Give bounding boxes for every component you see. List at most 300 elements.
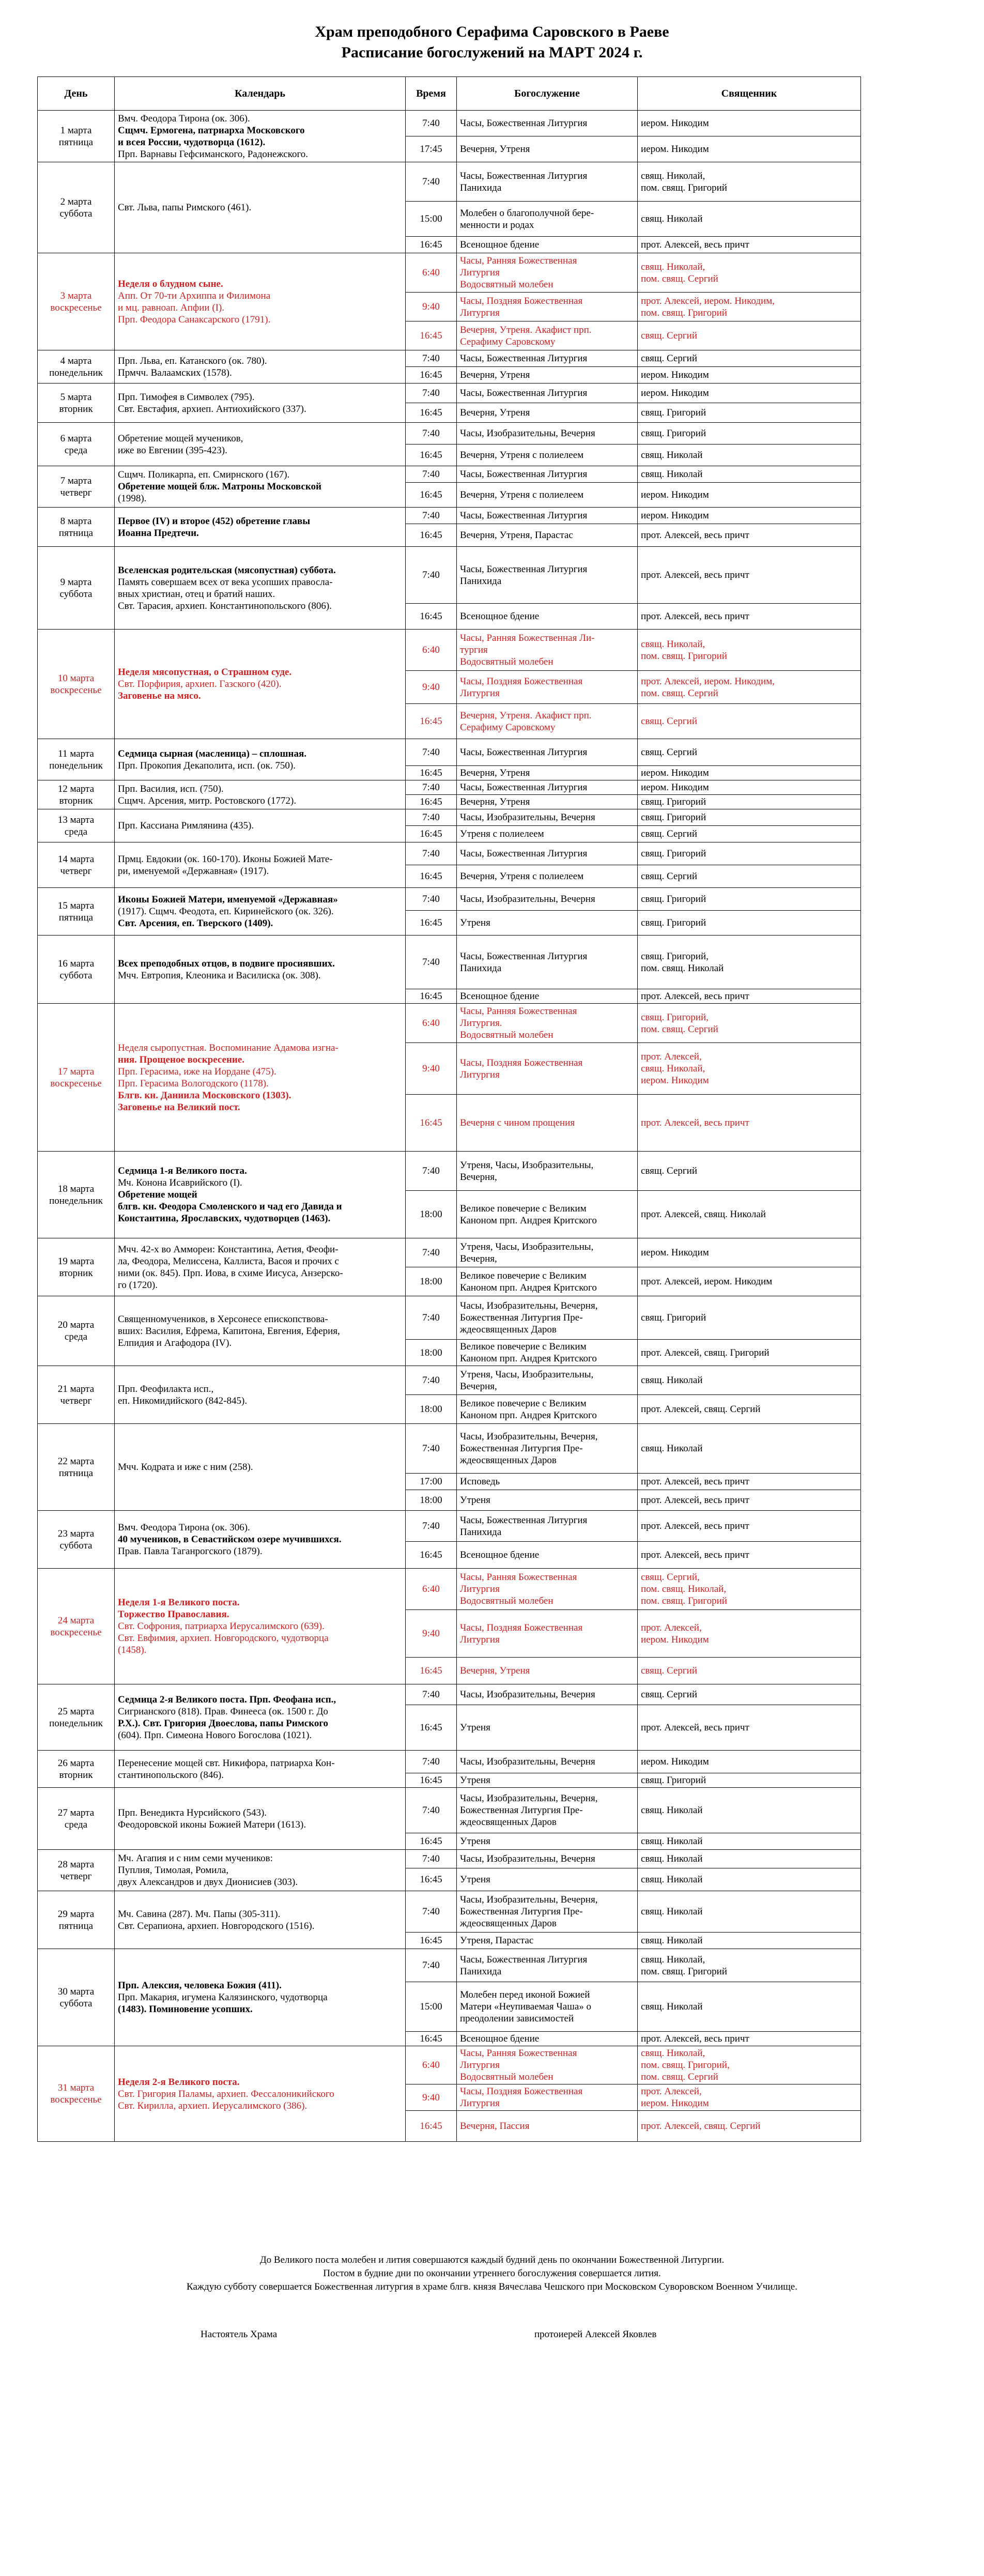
service-line: Матери «Неупиваемая Чаша» о: [460, 2001, 592, 2012]
day-cell: [38, 547, 115, 630]
service-line: менности и родах: [460, 219, 534, 231]
priest-cell: [638, 1933, 861, 1949]
table-row: [38, 1296, 861, 1340]
service-cell: [457, 1949, 638, 1982]
day-date-line: суббота: [59, 1540, 93, 1551]
priest-line: свящ. Николай: [641, 2001, 703, 2012]
service-line: Утреня: [460, 1775, 490, 1786]
priest-cell: [638, 1095, 861, 1152]
priest-line: иером. Никодим: [641, 1634, 709, 1645]
priest-line: пом. свящ. Сергий: [641, 1023, 718, 1035]
priest-cell: [638, 1705, 861, 1751]
service-cell: [457, 1610, 638, 1658]
calendar-line: Мч. Конона Исаврийского (I).: [118, 1177, 242, 1188]
priest-cell: [638, 1490, 861, 1511]
calendar-cell: [115, 630, 406, 739]
priest-line: пом. свящ. Григорий: [641, 650, 727, 662]
service-cell: [457, 795, 638, 809]
priest-cell: [638, 911, 861, 936]
service-line: Вечерня,: [460, 1171, 497, 1183]
service-line: Утреня, Часы, Изобразительны,: [460, 1241, 594, 1252]
day-cell: [38, 1424, 115, 1511]
time-cell: 16:45: [406, 1833, 457, 1850]
priest-line: прот. Алексей, весь причт: [641, 239, 749, 250]
service-line: Божественная Литургия Пре-: [460, 1805, 583, 1816]
day-date-line: 25 марта: [57, 1706, 95, 1717]
calendar-cell: [115, 423, 406, 466]
time-cell: 7:40: [406, 936, 457, 989]
service-cell: [457, 1340, 638, 1366]
service-line: Часы, Божественная Литургия: [460, 848, 588, 859]
day-date-line: четверг: [60, 1870, 92, 1882]
calendar-line: и всея России, чудотворца (1612).: [118, 136, 266, 148]
time-cell: 16:45: [406, 2111, 457, 2142]
time-cell: 16:45: [406, 237, 457, 253]
calendar-cell: [115, 1751, 406, 1788]
priest-line: прот. Алексей, весь причт: [641, 1550, 749, 1560]
table-row: [38, 1238, 861, 1267]
service-cell: [457, 1511, 638, 1542]
calendar-cell: [115, 508, 406, 547]
calendar-line: Мчч. 42-х во Аммореи: Константина, Аетия, Феофи-: [118, 1244, 339, 1255]
time-cell: 16:45: [406, 865, 457, 888]
service-cell: [457, 508, 638, 524]
priest-cell: [638, 1043, 861, 1095]
day-date-line: 13 марта: [57, 814, 95, 825]
day-date-line: среда: [64, 1819, 88, 1830]
day-cell: [38, 1569, 115, 1684]
service-line: Утреня: [460, 1722, 490, 1733]
priest-line: пом. свящ. Сергий: [641, 687, 718, 699]
calendar-line: Прп. Тимофея в Символех (795).: [118, 391, 255, 403]
calendar-cell: [115, 888, 406, 936]
service-line: Вечерня, Утреня: [460, 370, 530, 380]
time-cell: 7:40: [406, 1366, 457, 1395]
day-date-line: 3 марта: [60, 290, 92, 301]
day-date-line: 6 марта: [60, 433, 92, 444]
service-line: Литургия: [460, 1634, 500, 1645]
service-line: Панихида: [460, 182, 502, 193]
service-line: Часы, Поздняя Божественная: [460, 676, 583, 687]
service-line: Часы, Изобразительны, Вечерня: [460, 812, 595, 823]
calendar-line: Седмица сырная (масленица) – сплошная.: [118, 748, 307, 759]
day-date-line: 14 марта: [57, 853, 95, 865]
service-cell: [457, 321, 638, 350]
service-line: Водосвятный молебен: [460, 656, 554, 667]
calendar-line: Вмч. Феодора Тирона (ок. 306).: [118, 113, 250, 124]
calendar-cell: [115, 253, 406, 350]
time-cell: 7:40: [406, 466, 457, 483]
service-cell: [457, 989, 638, 1004]
priest-cell: [638, 1833, 861, 1850]
day-date-line: 5 марта: [60, 391, 92, 403]
service-line: Молебен о благополучной бере-: [460, 207, 594, 219]
priest-line: иером. Никодим: [641, 1247, 709, 1258]
service-line: Вечерня, Утреня: [460, 796, 530, 807]
calendar-line: Прп. Макария, игумена Калязинского, чудотворца: [118, 1992, 328, 2003]
service-line: Вечерня,: [460, 1381, 497, 1392]
service-line: Литургия: [460, 267, 500, 278]
day-cell: [38, 1296, 115, 1366]
priest-line: свящ. Григорий: [641, 796, 706, 807]
day-date-line: четверг: [60, 1395, 92, 1406]
day-date-line: 4 марта: [60, 355, 92, 366]
priest-cell: [638, 293, 861, 321]
calendar-line: Мч. Агапия и с ним семи мучеников:: [118, 1853, 273, 1864]
day-date-line: воскресенье: [50, 1078, 102, 1089]
priest-cell: [638, 350, 861, 367]
priest-cell: [638, 809, 861, 826]
calendar-line: Неделя 2-я Великого поста.: [118, 2076, 240, 2088]
priest-cell: [638, 1542, 861, 1569]
day-date-line: воскресенье: [50, 684, 102, 696]
calendar-line: Свт. Евфимия, архиеп. Новгородского, чудотворца: [118, 1633, 329, 1644]
day-date-line: понедельник: [49, 1718, 103, 1729]
calendar-cell: [115, 1004, 406, 1152]
table-row: [38, 1004, 861, 1043]
priest-line: свящ. Николай: [641, 1375, 703, 1386]
day-date-line: пятница: [58, 527, 94, 539]
priest-cell: [638, 671, 861, 704]
priest-line: свящ. Сергий,: [641, 1572, 700, 1583]
service-line: Часы, Ранняя Божественная: [460, 1572, 577, 1583]
col-header-priest: Священник: [638, 77, 861, 111]
priest-line: прот. Алексей, свящ. Григорий: [641, 1347, 770, 1358]
priest-line: прот. Алексей, свящ. Николай: [641, 1209, 766, 1220]
service-line: Молебен перед иконой Божией: [460, 1989, 590, 2000]
time-cell: 6:40: [406, 1004, 457, 1043]
calendar-line: Седмица 2-я Великого поста. Прп. Феофана исп.,: [118, 1694, 336, 1705]
priest-line: пом. свящ. Григорий: [641, 307, 727, 318]
day-date-line: 18 марта: [57, 1183, 95, 1194]
service-cell: [457, 766, 638, 780]
priest-cell: [638, 508, 861, 524]
priest-cell: [638, 2111, 861, 2142]
day-cell: [38, 739, 115, 780]
priest-cell: [638, 2032, 861, 2046]
time-cell: 7:40: [406, 1152, 457, 1191]
day-date-line: 19 марта: [57, 1255, 95, 1267]
calendar-cell: [115, 384, 406, 423]
priest-line: свящ. Сергий: [641, 1689, 697, 1700]
calendar-cell: [115, 1296, 406, 1366]
priest-line: иером. Никодим: [641, 782, 709, 793]
day-cell: [38, 466, 115, 508]
service-line: Литургия: [460, 2098, 500, 2109]
calendar-line: Свт. Льва, папы Римского (461).: [118, 202, 252, 213]
service-line: Часы, Изобразительны, Вечерня,: [460, 1793, 598, 1804]
day-date-line: 12 марта: [57, 783, 95, 794]
priest-cell: [638, 936, 861, 989]
day-date-line: пятница: [58, 136, 94, 148]
time-cell: 7:40: [406, 1684, 457, 1705]
time-cell: 7:40: [406, 1238, 457, 1267]
service-line: Всенощное бдение: [460, 611, 540, 622]
calendar-cell: [115, 1850, 406, 1891]
day-cell: [38, 1511, 115, 1569]
calendar-line: Заговенье на Великий пост.: [118, 1101, 240, 1113]
calendar-line: Неделя сыропустная. Воспоминание Адамова изгна-: [118, 1042, 339, 1053]
calendar-cell: [115, 1511, 406, 1569]
priest-cell: [638, 1610, 861, 1658]
calendar-line: Обретение мощей: [118, 1189, 197, 1200]
footer-note: Каждую субботу совершается Божественная литургия в храме блгв. князя Вячеслава Чешского при Московском Суворовском Военном Училище.: [187, 2281, 797, 2292]
service-cell: [457, 293, 638, 321]
service-line: Вечерня, Утреня. Акафист прп.: [460, 710, 592, 721]
priest-cell: [638, 1296, 861, 1340]
day-date-line: 20 марта: [57, 1320, 95, 1330]
service-line: Часы, Божественная Литургия: [460, 1514, 588, 1526]
time-cell: 16:45: [406, 604, 457, 630]
service-line: Панихида: [460, 1526, 502, 1538]
footer-note: До Великого поста молебен и лития совершаются каждый будний день по окончании Божественной Литургии.: [259, 2255, 725, 2265]
priest-line: свящ. Николай,: [641, 1063, 705, 1074]
table-row: [38, 1152, 861, 1191]
service-cell: [457, 423, 638, 444]
time-cell: 7:40: [406, 1511, 457, 1542]
calendar-cell: [115, 809, 406, 842]
time-cell: 16:45: [406, 795, 457, 809]
time-cell: 16:45: [406, 1542, 457, 1569]
day-date-line: суббота: [59, 208, 93, 219]
time-cell: 16:45: [406, 524, 457, 547]
service-line: Божественная Литургия Пре-: [460, 1443, 583, 1454]
priest-cell: [638, 1424, 861, 1474]
priest-line: свящ. Григорий,: [641, 1011, 709, 1023]
calendar-cell: [115, 936, 406, 1004]
service-line: Вечерня, Пассия: [460, 2121, 530, 2132]
priest-line: свящ. Николай,: [641, 170, 705, 181]
day-date-line: 23 марта: [57, 1528, 95, 1539]
service-cell: [457, 350, 638, 367]
schedule-table: [37, 76, 861, 2142]
priest-line: свящ. Николай: [641, 1853, 703, 1864]
service-cell: [457, 384, 638, 403]
priest-cell: [638, 604, 861, 630]
time-cell: 7:40: [406, 1424, 457, 1474]
calendar-line: го (1720).: [118, 1279, 158, 1291]
day-cell: [38, 508, 115, 547]
service-line: Часы, Изобразительны, Вечерня,: [460, 1431, 598, 1442]
service-cell: [457, 162, 638, 202]
table-row: [38, 1366, 861, 1395]
priest-line: иером. Никодим: [641, 118, 709, 129]
day-cell: [38, 1751, 115, 1788]
service-cell: [457, 2111, 638, 2142]
calendar-cell: [115, 547, 406, 630]
service-cell: [457, 1850, 638, 1868]
day-cell: [38, 162, 115, 253]
table-row: [38, 1511, 861, 1542]
priest-line: прот. Алексей,: [641, 1051, 702, 1062]
priest-line: прот. Алексей, весь причт: [641, 991, 749, 1002]
day-date-line: понедельник: [49, 367, 103, 378]
time-cell: 16:45: [406, 989, 457, 1004]
service-cell: [457, 1542, 638, 1569]
time-cell: 7:40: [406, 384, 457, 403]
calendar-line: двух Александров и двух Дионисиев (303).: [118, 1877, 298, 1888]
calendar-line: Прп. Феофилакта исп.,: [118, 1383, 214, 1394]
service-line: Вечерня, Утреня: [460, 407, 530, 418]
calendar-line: Свт. Порфирия, архиеп. Газского (420).: [118, 679, 282, 689]
service-line: Часы, Поздняя Божественная: [460, 2086, 583, 2097]
rector-name: протоиерей Алексей Яковлев: [534, 2329, 657, 2340]
service-cell: [457, 809, 638, 826]
calendar-line: (1458).: [118, 1645, 147, 1655]
service-line: Каноном прп. Андрея Критского: [460, 1353, 597, 1364]
service-cell: [457, 704, 638, 739]
time-cell: 7:40: [406, 1949, 457, 1982]
table-row: [38, 1949, 861, 1982]
day-date-line: воскресенье: [50, 2094, 102, 2105]
service-line: Вечерня, Утреня с полиелеем: [460, 871, 584, 882]
calendar-line: (604). Прп. Симеона Нового Богослова (1021).: [118, 1729, 312, 1741]
day-cell: [38, 1004, 115, 1152]
table-row: [38, 630, 861, 671]
col-header-service: Богослужение: [457, 77, 638, 111]
calendar-line: и мц. равноап. Апфии (I).: [118, 302, 225, 313]
service-cell: [457, 1043, 638, 1095]
service-cell: [457, 202, 638, 237]
calendar-line: (1917). Сщмч. Феодота, еп. Киринейского (ок. 326).: [118, 906, 334, 917]
priest-line: свящ. Николай: [641, 1906, 703, 1917]
time-cell: 16:45: [406, 766, 457, 780]
calendar-cell: [115, 2046, 406, 2142]
calendar-cell: [115, 780, 406, 809]
calendar-line: (1483). Поминовение усопших.: [118, 2004, 253, 2015]
service-cell: [457, 1684, 638, 1705]
service-line: Всенощное бдение: [460, 239, 540, 250]
time-cell: 16:45: [406, 1658, 457, 1684]
priest-cell: [638, 321, 861, 350]
time-cell: 7:40: [406, 111, 457, 136]
calendar-line: Апп. От 70-ти Архиппа и Филимона: [118, 290, 271, 301]
calendar-line: Неделя 1-я Великого поста.: [118, 1597, 240, 1608]
priest-cell: [638, 630, 861, 671]
day-date-line: пятница: [58, 1467, 94, 1479]
priest-line: свящ. Николай: [641, 1836, 703, 1847]
day-date-line: 17 марта: [57, 1066, 95, 1077]
calendar-line: Р.Х.). Свт. Григория Двоеслова, папы Римского: [118, 1718, 329, 1729]
service-line: Часы, Ранняя Божественная Ли-: [460, 633, 595, 643]
calendar-line: Прп. Герасима Вологодского (1178).: [118, 1078, 269, 1089]
day-date-line: вторник: [59, 1769, 93, 1781]
table-row: [38, 2046, 861, 2084]
service-line: Каноном прп. Андрея Критского: [460, 1215, 597, 1226]
service-cell: [457, 136, 638, 162]
service-line: Вечерня,: [460, 1253, 497, 1264]
service-cell: [457, 483, 638, 508]
priest-cell: [638, 1395, 861, 1424]
day-cell: [38, 630, 115, 739]
calendar-line: Иконы Божией Матери, именуемой «Державная»: [118, 894, 338, 905]
time-cell: 7:40: [406, 162, 457, 202]
col-header-calendar: Календарь: [115, 77, 406, 111]
priest-cell: [638, 423, 861, 444]
priest-line: прот. Алексей, весь причт: [641, 1117, 749, 1128]
priest-cell: [638, 403, 861, 423]
priest-line: свящ. Николай,: [641, 261, 705, 272]
day-date-line: 11 марта: [58, 748, 94, 759]
priest-line: прот. Алексей, весь причт: [641, 1476, 749, 1487]
service-cell: [457, 842, 638, 865]
priest-cell: [638, 1684, 861, 1705]
calendar-line: Обретение мощей мучеников,: [118, 433, 243, 444]
priest-line: прот. Алексей, иером. Никодим: [641, 1276, 773, 1287]
priest-line: пом. свящ. Николай: [641, 962, 724, 974]
calendar-line: Неделя мясопустная, о Страшном суде.: [118, 667, 292, 678]
day-date-line: 31 марта: [57, 2082, 95, 2093]
service-line: Панихида: [460, 575, 502, 587]
priest-line: свящ. Сергий: [641, 353, 697, 364]
service-line: Литургия: [460, 687, 500, 699]
service-line: ждеосвященных Даров: [460, 1817, 557, 1828]
time-cell: 16:45: [406, 367, 457, 384]
service-line: Литургия.: [460, 1018, 502, 1029]
day-date-line: вторник: [59, 403, 93, 415]
priest-cell: [638, 795, 861, 809]
priest-cell: [638, 1751, 861, 1773]
calendar-line: ними (ок. 845). Прп. Иова, в схиме Иисуса, Анзерско-: [118, 1267, 343, 1279]
priest-cell: [638, 547, 861, 604]
service-cell: [457, 367, 638, 384]
priest-line: свящ. Григорий: [641, 848, 706, 859]
table-row: [38, 384, 861, 403]
service-line: Водосвятный молебен: [460, 1030, 554, 1040]
service-line: Вечерня с чином прощения: [460, 1117, 575, 1128]
priest-line: пом. свящ. Григорий: [641, 1966, 727, 1977]
priest-line: прот. Алексей, весь причт: [641, 2033, 749, 2044]
day-cell: [38, 936, 115, 1004]
calendar-line: Вселенская родительская (мясопустная) суббота.: [118, 564, 336, 576]
day-cell: [38, 1850, 115, 1891]
day-cell: [38, 780, 115, 809]
priest-line: иером. Никодим: [641, 388, 709, 398]
priest-line: свящ. Николай: [641, 450, 703, 461]
service-cell: [457, 1773, 638, 1788]
service-line: Часы, Поздняя Божественная: [460, 1057, 583, 1068]
service-line: Часы, Божественная Литургия: [460, 388, 588, 398]
service-cell: [457, 466, 638, 483]
priest-line: пом. свящ. Григорий: [641, 182, 727, 193]
time-cell: 16:45: [406, 321, 457, 350]
day-date-line: понедельник: [49, 760, 103, 771]
calendar-cell: [115, 842, 406, 888]
priest-cell: [638, 1152, 861, 1191]
day-date-line: 9 марта: [60, 576, 92, 588]
priest-cell: [638, 466, 861, 483]
calendar-cell: [115, 1238, 406, 1296]
calendar-line: Мч. Савина (287). Мч. Папы (305-311).: [118, 1908, 281, 1920]
day-cell: [38, 809, 115, 842]
service-line: Утреня: [460, 1495, 490, 1506]
priest-line: прот. Алексей, иером. Никодим,: [641, 676, 775, 687]
time-cell: 16:45: [406, 826, 457, 842]
priest-line: прот. Алексей, иером. Никодим,: [641, 295, 775, 306]
priest-line: пом. свящ. Сергий: [641, 273, 718, 284]
service-cell: [457, 1891, 638, 1933]
service-line: Литургия: [460, 1584, 500, 1594]
calendar-line: Елпидия и Агафодора (IV).: [118, 1337, 232, 1348]
calendar-line: Память совершаем всех от века усопших правосла-: [118, 576, 333, 588]
service-line: Великое повечерие с Великим: [460, 1341, 587, 1352]
day-date-line: понедельник: [49, 1195, 103, 1206]
priest-line: свящ. Григорий: [641, 1775, 706, 1786]
calendar-line: 40 мучеников, в Севастийском озере мучившихся.: [118, 1534, 342, 1545]
service-line: Часы, Божественная Литургия: [460, 563, 588, 575]
priest-cell: [638, 704, 861, 739]
priest-cell: [638, 136, 861, 162]
